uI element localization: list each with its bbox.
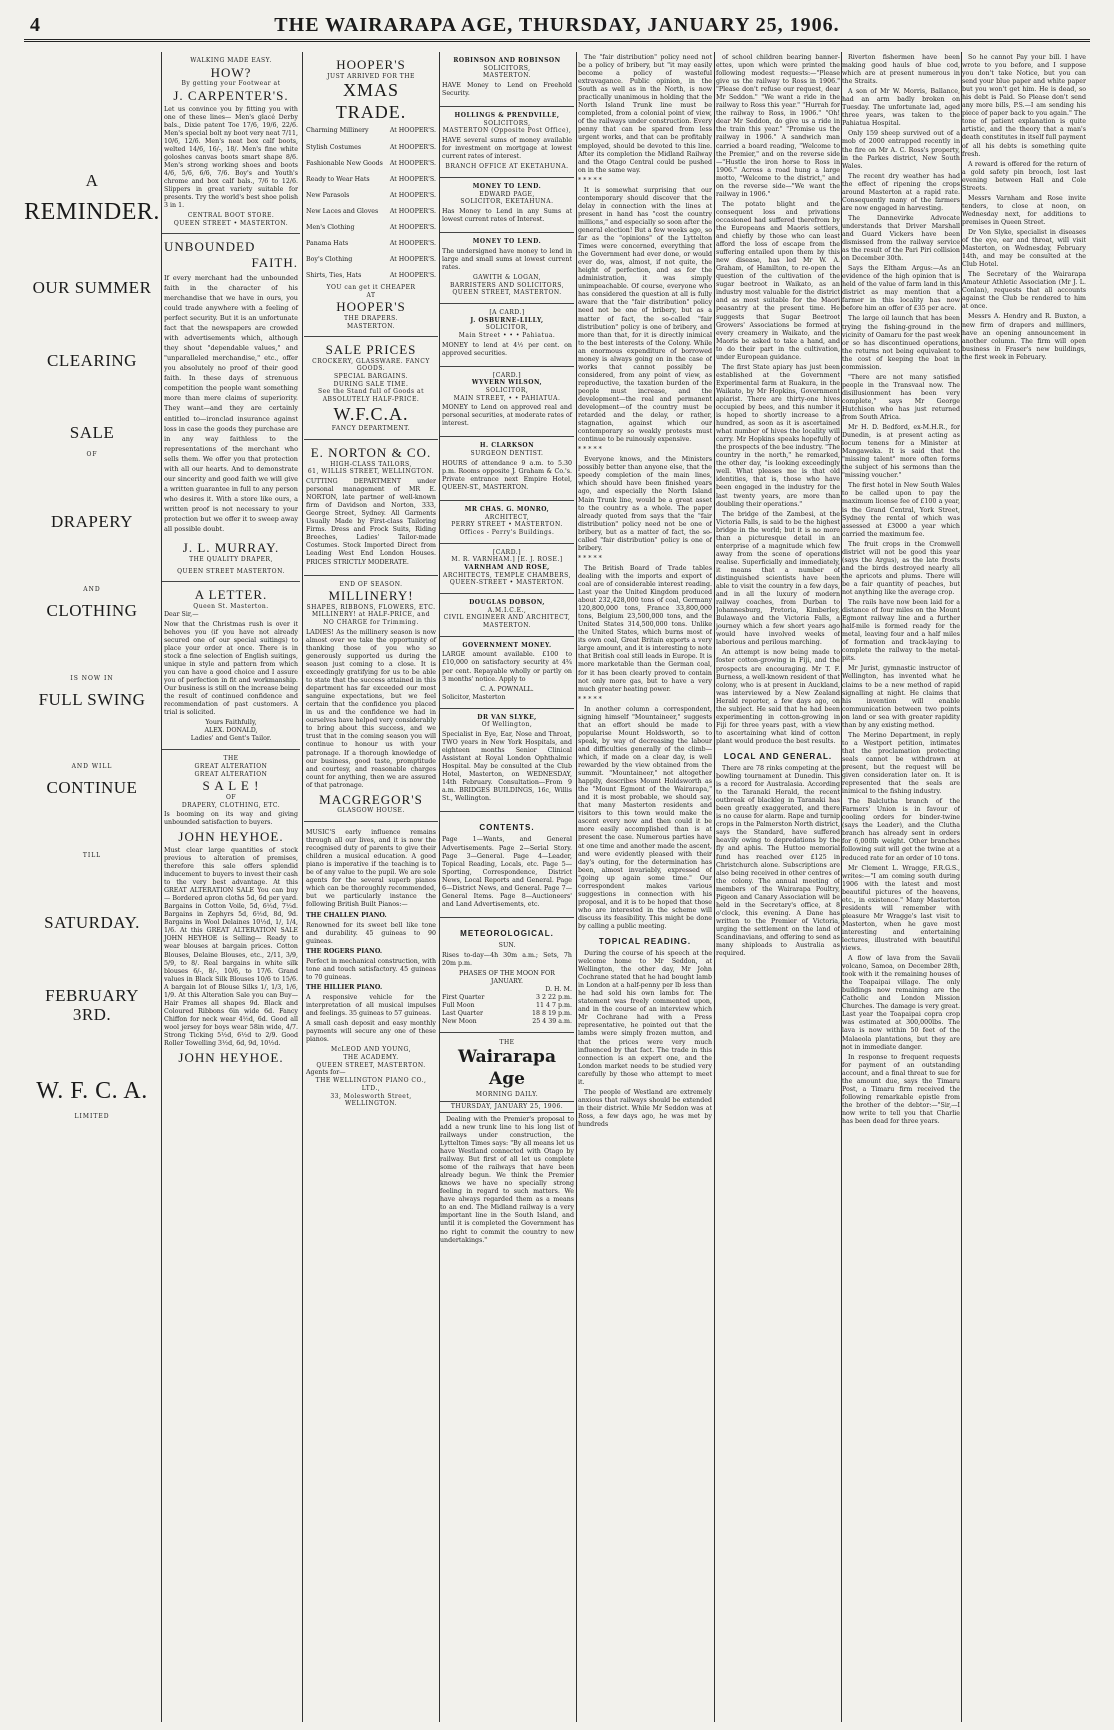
heyhoe-name: JOHN HEYHOE.	[178, 829, 284, 845]
pownall-name: C. A. POWNALL.	[480, 685, 534, 693]
osburne-sub: SOLICITOR,	[485, 324, 529, 332]
norton-body: CUTTING DEPARTMENT under personal management of MR E. NORTON, late partner of well-known firm of Davidson and Norton, 333, George Street, Sydney. All Garments Usually Made by First-class Tailoring Firms. Dress and Frock Suits, Riding Breeches, Ladies' Tailor-made Costumes. Stock Imported Direct from Leading West End London Houses. PRICES STRICTLY MODERATE.	[306, 478, 436, 566]
heyhoe-body: Must clear large quantities of stock previous to alteration of premises, therefore this sale offers splendid inducement to buyers to invest their cash to the very best advantage. At this GREAT ALTERATION SALE You can buy— Bordered apron cloths 5d, 6d per yard. Bargains in Cotton Voile, 5d, 6½d, 7½d. Bargains in Zephyrs 5d, 6½d, 8d, 9d. Bargains in Wool Delaines 10½d, 1/, 1/4, 1/6. At this GREAT ALTERATION SALE JOHN HEYHOE is Selling— Ready to wear blouses at bargain prices. Cotton Blouses, Delaine Blouses, etc., 2/11, 3/9, 5/9, to 8/. Real bargains in white silk blouses 6/-, 8/-, 10/6, to 17/6. Grand values in Black Silk Blouses 10/6 to 15/6. A bargain lot of Blouse Silks 1/, 1/3, 1/6, 1/9. At this Alteration Sale you can Buy— Hair Frames all shapes 9d. Black and Coloured Ribbons 6in wide 6d. Fancy Chiffon for neck wear 4½d, 6d. Good all wool jersey for boys wear 58in wide, 4/7. Strong Ticking 5½d, 6½d to 2/9. Good Roller Towelling 3½d, 6d, 9d, 10½d.	[164, 846, 298, 1048]
heyhoe-footer: JOHN HEYHOE.	[178, 1050, 284, 1066]
hoopers-item	[306, 252, 436, 268]
morning-daily: MORNING DAILY.	[475, 1090, 539, 1098]
hoopers-item	[306, 140, 436, 156]
local-general-title: LOCAL AND GENERAL.	[723, 751, 833, 761]
hoopers-item-label: Stylish Costumes	[306, 143, 362, 151]
varnham-header: M. R. VARNHAM.] [E. J. ROSE.]	[451, 556, 563, 564]
moon-phase-time: 3 2 22 p.m.	[535, 994, 572, 1002]
faith-body: If every merchant had the unbounded faith in the character of his merchandise that we have in ours, you could trade anywhere with a feeling of perfect security. But it is an unfortunate fact that the newspapers are crowded with advertisements which, although they shout "dependable values," and "unparalleled merchandise," etc., offer you absolutely no proof of their good faith. In these days of strenuous competition the people want something more than mere claims of superiority. They want—and they are certainly entitled to—ironclad insurance against loss in case the goods they purchase are in any way faithless to the representations of the merchant who sells them. We offer you that protection with all our hearts. And to demonstrate our sincerity and good faith we will give a written guarantee in full to any person who desires it. With a store like ours, a written proof is not necessary to your protection but we offer it to sweep away all possible doubt.	[164, 273, 298, 534]
ad-word-wfca: W. F. C. A.	[36, 1078, 148, 1105]
heyhoe-sale: S A L E !	[202, 778, 260, 794]
hoopers-drapers: THE DRAPERS.	[344, 314, 398, 322]
challen-desc: Renowned for its sweet bell like tone and durability. 45 guineas to 90 guineas.	[306, 921, 436, 945]
varnham-card	[440, 544, 574, 594]
clarkson-name: H. CLARKSON	[479, 442, 535, 450]
pownall-sub: Solicitor, Masterton	[442, 693, 506, 701]
bargains-line: SPECIAL BARGAINS.	[333, 373, 409, 381]
col5-paragraph: Everyone knows, and the Ministers possibly better than anyone else, that the speedy completion of the main lines, which should have been finished years ago, and especially the North Island Main Trunk line, would be a great asset to the country as a whole. The paper already quoted from says that the "fair distribution" policy need not be one of bribery, but as a matter of fact, the so-called "fair distribution" policy is one of bribery.	[578, 456, 712, 552]
murray-subtitle: THE QUALITY DRAPER,	[189, 555, 273, 563]
col8-paragraph: Dr Von Slyke, specialist in diseases of the eye, ear and throat, will visit Masterton, on Wednesday, February 14th, and may be consulted at the Club Hotel.	[962, 228, 1086, 269]
at-line: AT	[366, 291, 376, 299]
col6-paragraph: There are 78 rinks competing at the bowling tournament at Dunedin. This is a record for Australasia. According to the Taranaki Herald, the recent outbreak of blackleg in Taranaki has been greatly exaggerated, and there is no cause for alarm. Rape and turnip crops in the Palmerston North district, says the Standard, have suffered heavily owing to depredations by the fly and aphis. The Huttoo memorial fund has reached over £125 in Christchurch alone. Subscriptions are also being received in other centres of the colony. The annual meeting of members of the Wairarapa Poultry, Pigeon and Canary Association will be held in the Secretary's office, at 8 o'clock, this evening. A Dane has written to the Premier of Victoria, urging the settlement on the land of Scandinavians, and offering to send as many shiploads to Australia as required.	[716, 764, 840, 958]
moon-table-header	[442, 986, 572, 994]
how-headline: HOW?	[210, 64, 252, 80]
carpenter-advert	[162, 52, 300, 234]
hollings-place: MASTERTON (Opposite Post Office),	[442, 127, 572, 135]
ad-word-summer: OUR SUMMER	[32, 278, 152, 298]
moon-phase-row	[442, 1018, 572, 1026]
contents-title: CONTENTS.	[479, 823, 535, 833]
letter-name: ALEX. DONALD,	[204, 727, 258, 735]
osburne-body: MONEY to lend at 4½ per cent. on approved securities.	[442, 341, 572, 357]
met-title: METEOROLOGICAL.	[460, 928, 554, 938]
xmas-trade-headline: XMAS TRADE.	[335, 80, 407, 122]
section-divider: * * * * *	[578, 176, 602, 184]
govt-body: LARGE amount available. £100 to £10,000 on satisfactory security at 4¾ per cent. Repayable wholly or partly on 3 months' notice. Apply to	[442, 651, 572, 683]
sale-prices-headline: SALE PRICES	[325, 342, 417, 358]
robinson-sub: SOLICITORS,	[483, 64, 531, 72]
moon-phase-time: 25 4 39 a.m.	[532, 1018, 572, 1026]
column-7	[842, 52, 960, 1722]
ad-word-february: FEBRUARY 3RD.	[45, 985, 139, 1024]
hoopers-arrived: JUST ARRIVED FOR THE	[327, 72, 415, 80]
ad-word-clearing: CLEARING	[47, 350, 137, 370]
page-name: EDWARD PAGE,	[479, 190, 535, 198]
varnham-name: VARNHAM AND ROSE,	[464, 564, 550, 572]
hoopers-item	[306, 123, 436, 139]
vanslyke-sub: Of Wellington,	[481, 721, 533, 729]
masthead	[24, 14, 1090, 42]
hoopers-item	[306, 268, 436, 284]
rogers-desc: Perfect in mechanical construction, with tone and touch satisfactory. 45 guineas to 70 guineas.	[306, 957, 436, 981]
osburne-name: J. OSBURNE-LILLY,	[470, 316, 544, 324]
hillier-title: THE HILLIER PIANO.	[306, 983, 383, 991]
hoopers-item-place: At HOOPER'S.	[389, 239, 436, 247]
ad-word-is-now-in: IS NOW IN	[70, 674, 114, 682]
hoopers-item-place: At HOOPER'S.	[389, 271, 436, 279]
varnham-sub: ARCHITECTS, TEMPLE CHAMBERS,	[443, 571, 571, 579]
norton-name: E. NORTON & CO.	[310, 445, 432, 461]
wilson-name: WYVERN WILSON,	[471, 379, 543, 387]
hoopers-item-label: Ready to Wear Hats	[306, 175, 370, 183]
masthead-the: THE	[499, 1039, 515, 1047]
hoopers-item-place: At HOOPER'S.	[389, 175, 436, 183]
murray-name: J. L. MURRAY.	[182, 540, 280, 556]
wilson-body: MONEY to Lend on approved real and personal securities, at moderate rates of interest.	[442, 404, 572, 428]
col7-paragraph: A son of Mr W. Morris, Ballance, had an arm badly broken on Tuesday. The unfortunate lad, aged three years, was taken to the Pahiatua Hospital.	[842, 88, 960, 128]
hoopers-item-place: At HOOPER'S.	[389, 159, 436, 167]
page-body: Has Money to Lend in any Sums at lowest current rates of Interest.	[442, 207, 572, 223]
moon-phase-time: 11 4 7 p.m.	[535, 1002, 572, 1010]
millinery-body: LADIES! As the millinery season is now almost over we take the opportunity of thanking those of you who so generously supported us during the season just coming to a close. It is exceedingly gratifying for us to be able to state that the success attained in this department has far exceeded our most sanguine expectations, but we feel certain that the confidence you placed in us and the confidence we had in ourselves have helped very considerably to bring about this success, and we trust that in the coming season you will continue to honour us with your patronage. If a thorough knowledge of our business, good taste, promptitude and courtesy, and reasonable charges count for anything, then we are assured of that patronage.	[306, 628, 436, 789]
robinson-name: ROBINSON AND ROBINSON	[453, 57, 561, 64]
moon-phase-name: Full Moon	[442, 1002, 475, 1010]
norton-address: 61, WILLIS STREET, WELLINGTON.	[307, 468, 435, 476]
section-divider: * * * * *	[578, 554, 602, 562]
col5-paragraph: The people of Westland are extremely anxious that railways should be extended in their district. While Mr Seddon was at Ross, a few days ago, he was met by hundreds	[578, 1088, 712, 1128]
hoopers-item-place: At HOOPER'S.	[389, 223, 436, 231]
ad-word-full-swing: FULL SWING	[38, 689, 146, 709]
hollings-name: HOLLINGS & PRENDVILLE,	[454, 112, 560, 120]
hoopers-item-place: At HOOPER'S.	[389, 143, 436, 151]
col5-paragraph: The "fair distribution" policy need not be a policy of bribery, but "it may easily become a policy of wasteful extravagance. Public opinion, in the South as well as in the North, is now practically unanimous in holding that the North Island Trunk line must be completed, from a colonial point of view, of the railways under construction. Every penny that can be spared from less urgent works, and that can be profitably employed, should be devoted to this line. After its completion the Midland Railway and the Otago Central could be pushed on in the same way.	[578, 54, 712, 174]
wilson-card	[440, 367, 574, 438]
col7-paragraph: The Merino Department, in reply to a Westport petition, intimates that the proclamation protecting seals cannot be withdrawn at present, but the request will be given consideration later on. It is represented that the seals are inimical to the fishing industry.	[842, 731, 960, 796]
wilson-sub: SOLICITOR,	[485, 387, 529, 394]
col7-paragraph: The first hotel in New South Wales to be called upon to pay the maximum license fee of £100 a year, is the Grand Central, York Street, Sydney the rental of which was assessed at £3000 a year which carried the maximum fee.	[842, 482, 960, 538]
hoopers-footer: HOOPER'S	[336, 299, 406, 315]
wilson-address: MAIN STREET, • • PAHIATUA.	[453, 394, 561, 402]
col6-paragraph: The first State apiary has just been established at the Government Experimental farm at Ruakura, in the Waikato, by Mr Hopkins, Government apiarist. There are thirty-one hives occupied by bees, and this number it is hoped to shortly increase to a hundred, as soon as it is ascertained what number of hives the locality will carry. Mr Hopkins speaks hopefully of the prospects of the bee industry. "The country in the north," he remarked, the other day, "is looking exceedingly well. What pleases me is that old identities, that is, those who have been engaged in the industry for the last twenty years, are more than doubling their operations."	[716, 363, 840, 508]
norton-advert	[304, 440, 438, 575]
monro-name: MR CHAS. G. MONRO,	[464, 506, 550, 514]
col7-paragraph: Riverton fishermen have been making good hauls of blue cod, which are at present numerous in the Straits.	[842, 54, 960, 86]
meteorological-section	[440, 918, 574, 1033]
millinery-half-price: MILLINERY! at HALF-PRICE, and NO CHARGE for Trimming.	[312, 611, 430, 627]
page-sub: SOLICITOR, EKETAHUNA.	[460, 198, 554, 206]
letter-address: Queen St. Masterton.	[193, 602, 269, 610]
hoopers-item	[306, 204, 436, 220]
academy-line: THE ACADEMY.	[343, 1053, 399, 1061]
ad-word-of: OF	[86, 451, 98, 459]
hoopers-item-place: At HOOPER'S.	[389, 207, 436, 215]
column-5	[578, 52, 712, 1722]
col7-paragraph: The large oil launch that has been trying the fishing-ground in the vicinity of Oamaru for the past week or so has discontinued operations, the returns not being equivalent to the cost of keeping the boat in commission.	[842, 315, 960, 371]
heyhoe-great-2: GREAT ALTERATION	[194, 770, 268, 778]
agents-line: Agents for—	[306, 1069, 346, 1077]
column-8	[962, 52, 1086, 1722]
osburne-address: Main Street • • • Pahiatua.	[458, 331, 556, 339]
hollings-branch: BRANCH OFFICE AT EKETAHUNA.	[445, 163, 569, 171]
cheaper-line: YOU can get it CHEAPER	[326, 283, 416, 291]
letter-headline: A LETTER.	[194, 587, 268, 603]
robinson-card	[440, 52, 574, 107]
column-wfca-advert	[24, 52, 160, 1722]
letter-body: Now that the Christmas rush is over it behoves you (if you have not already secured one of our special suitings) to place your order at once. There is in stock a fine selection of English suitings, unique in style and pattern from which you can have a good choice and I assure you of perfection in fit and workmanship. Our business is still on the increase being the result of continued confidence and recommendation of past customers. A trial is solicited.	[164, 620, 298, 717]
page-card	[440, 178, 574, 233]
contents-section	[440, 812, 574, 917]
hollings-card	[440, 107, 574, 178]
hoopers-item-place: At HOOPER'S.	[389, 191, 436, 199]
walking-headline: WALKING MADE EASY.	[190, 57, 272, 64]
gawith-body: The undersigned have money to lend in large and small sums at lowest current rates.	[442, 247, 572, 271]
col6-paragraph: of school children bearing banner-ettes, upon which were printed the following modest requests:—"Please give us the railway to Ross in 1906." "Please don't refuse our request, dear Mr Seddon." "We want a ride in the railway to Ross this year." "Hurrah for the railway to Ross, in 1906." "Oh! dear Mr Seddon, do give us a ride in the train this year." "Promise us the railway in 1906." A sandwich man carried a board reading, "Welcome to the Premier," and on the reverse side—"Hustle the iron horse to Ross in 1906." Across a road hung a large motto, "Welcome to the district," and on the reverse side—"We want the railway in 1906."	[716, 54, 840, 198]
gawith-address: QUEEN STREET, MASTERTON.	[452, 289, 562, 297]
ad-word-saturday: SATURDAY.	[44, 913, 140, 933]
col7-paragraph: Mr Clement L. Wragge, F.R.G.S., writes:—"I am coming south during 1906 with the latest and most beautiful pictures of the heavens, etc., in existence." Many Masterton residents will remember with pleasure Mr Wragge's last visit to Masterton, when he gave most interesting and entertaining lectures, illustrated with beautiful views.	[842, 864, 960, 953]
moon-phase-row	[442, 994, 572, 1002]
column-3	[304, 52, 438, 1722]
hoopers-item-place: At HOOPER'S.	[389, 127, 436, 135]
hoopers-item-label: Shirts, Ties, Hats	[306, 271, 362, 279]
ad-word-and-will: AND WILL	[71, 763, 113, 771]
vanslyke-card	[440, 709, 574, 813]
clarkson-card	[440, 437, 574, 501]
page-number: 4	[30, 14, 40, 36]
millinery-items: SHAPES, RIBBONS, FLOWERS, ETC.	[306, 603, 436, 611]
hoopers-item-label: Boy's Clothing	[306, 255, 353, 263]
col7-paragraph: The rails have now been laid for a distance of four miles on the Mount Egmont railway line and a further half-mile is formed ready for the metal, leaving four and a half miles of formation and track-laying to complete the railway to the metal-pits.	[842, 599, 960, 663]
murray-address: QUEEN STREET MASTERTON.	[177, 567, 285, 575]
col7-paragraph: "There are not many satisfied people in the Transvaal now. The disillusionment has been very complete," says Mr George Hutchison who has just returned from South Africa.	[842, 373, 960, 422]
carpenter-body: Let us convince you by fitting you with one of these lines— Men's glacé Derby bals., Dixie patent Toe 17/6, 19/6, 22/6. Men's special bolt ny boot very neat 7/11, 10/6, 12/6. Men's neat box calf boots, welted 14/6, 16/-, 18/. Men's fine white goloshes canvas boots smart shape 8/6. Men's strong working shoes and boots 4/6, 5/6, 6/6, 7/6. Boy's and Youth's chrome and box calf bals., 7/6 to 12/6. Slippers in great variety suitable for presents. Try the world's best shoe polish 3 in 1.	[164, 105, 298, 210]
carpenter-store: CENTRAL BOOT STORE.	[187, 212, 275, 220]
carpenter-address: QUEEN STREET • MASTERTON.	[173, 219, 289, 227]
millinery-headline: MILLINERY!	[328, 588, 414, 604]
unbounded-headline: UNBOUNDED	[164, 239, 256, 255]
column-rule	[714, 52, 715, 1722]
card-label-2: [CARD.]	[492, 371, 522, 379]
mcleod-name: McLEOD AND YOUNG,	[331, 1046, 411, 1054]
fancy-dept-line: FANCY DEPARTMENT.	[331, 425, 411, 433]
col8-paragraph: So he cannot Pay your bill. I have wrote to you before, and I suppose you don't take Notice, but you can send your blue paper and white paper but you won't get him. He is dead, so his debt is Paid. So Please don't send any more bills, P.S.—I am sending his piece of paper back to you again." The tone of patient explanation is quite artistic, and the theory that a man's death constitutes in itself full payment of all his debts is something quite fresh.	[962, 54, 1086, 158]
music-body: MUSIC'S early influence remains through all our lives, and it is now the recognised duty of parents to give their children a musical education. A good piano is imperative if the teaching is to be of any value to the pupil. We are sole agents for the several superb pianos which can be thoroughly recommended, but we particularly instance the following British Built Pianos:—	[306, 829, 436, 909]
getting-line: By getting your Footwear at	[181, 80, 281, 88]
col7-paragraph: In response to frequent requests for payment of an outstanding account, and a final threat to sue for the amount due, says the Timaru Post, a Timaru firm received the following remarkable epistle from the brother of the debtor:—"Sir,—I now write to tell you that Charlie has been dead for three years.	[842, 1053, 960, 1125]
letter-greeting: Dear Sir,—	[164, 610, 199, 618]
col7-paragraph: Mr H. D. Bedford, ex-M.H.R., for Dunedin, is at present acting as locum tenens for a Minister at Mangaweka. It is said that the "missing talent" more often forms the subject of his sermons than the "missing voucher."	[842, 424, 960, 480]
column-6	[716, 52, 840, 1722]
col8-paragraph: The Secretary of the Wairarapa Amateur Athletic Association (Mr J. L. Conlan), requests that all accounts against the Club be rendered to him at once.	[962, 271, 1086, 311]
half-price-line: ABSOLUTELY HALF-PRICE.	[322, 396, 420, 404]
dobson-sub-2: CIVIL ENGINEER AND ARCHITECT,	[443, 614, 571, 622]
money-headline-2: MONEY TO LEND.	[472, 238, 542, 246]
hoopers-item-label: Fashionable New Goods	[306, 159, 383, 167]
monro-offices: Offices - Perry's Buildings.	[459, 529, 555, 537]
monro-card	[440, 501, 574, 544]
col5-paragraph: It is somewhat surprising that our contemporary should discover that the delay in connection with the lines at present in hand has "cost the country millions," and especially so soon after the general election! But a few weeks ago, so far as the "opinions" of the Lyttelton Times were concerned, everything that the Government had ever done, or would ever do, was, almost, if not quite, the height of perfection, and as for the administration, it was simply unimpeachable. Of course, everyone who has considered the question at all is fully aware that the "fair distribution" policy need not be one of bribery, but as a matter of fact, the so-called "fair distribution" policy is one of bribery, and more than that, for it is directly inimical to the best interests of the Colony. While an enormous expenditure of borrowed money is always going on in the case of works that cannot possibly be considered, from any point of view, as reproductive, the taxation burden of the people must increase, and the development—the real and permanent development—of the country must be retarded and the delay, or rather, stagnation, against which our contemporary so weakly protests must continue to be ruinously expensive.	[578, 186, 712, 444]
piano-advert	[304, 822, 438, 1114]
col7-paragraph: The recent dry weather has had the effect of ripening the crops around Masterton at a rapid rate. Consequently many of the farmers are now engaged in harvesting.	[842, 172, 960, 212]
ad-word-reminder: REMINDER.	[24, 198, 160, 225]
crockery-line: CROCKERY, GLASSWARE. FANCY GOODS.	[312, 357, 430, 373]
moon-phase-row	[442, 1010, 572, 1018]
moon-phase-name: New Moon	[442, 1018, 477, 1026]
hoopers-item-label: Men's Clothing	[306, 223, 355, 231]
robinson-place: MASTERTON.	[482, 72, 532, 80]
col5-paragraph: In another column a correspondent, signing himself "Mountaineer," suggests that an effort should be made to popularise Mount Holdsworth, so to speak, by way of decreasing the labour and difficulties generally of the climb—which, if made on a clear day, is well rewarded by the view obtained from the summit. "Mountaineer," not altogether happily, describes Mount Holdsworth as the "Mount Egmont of the Wairarapa," and it is most probable, we should say, that many Masterton residents and visitors to this town would make the ascent every now and then could it be more easily accomplished than is at present the case. Numerous parties have at one time and another made the ascent, and were evidently pleased with their day's outing, for the determination has been, almost invariably, expressed of "going up again some time." Our correspondent makes various suggestions in connection with his proposal, and it is to be hoped that those who are interested in the scheme will discuss its feasibility. This might be done by calling a public meeting.	[578, 705, 712, 930]
wfca-fancy-advert	[304, 337, 438, 440]
heyhoe-of: OF	[225, 793, 237, 801]
see-line: See the Stand full of Goods at	[318, 388, 424, 396]
hoopers-item-place: At HOOPER'S.	[389, 255, 436, 263]
rogers-title: THE ROGERS PIANO.	[306, 947, 383, 955]
contents-body: Page 1—Wants, and General Advertisements. Page 2—Serial Story. Page 3—General. Page 4—Leader, Topical Reading, Locals, etc. Page 5—Sporting, Correspondence, District News, Local Reports and General. Page 6—District News, and General. Page 7—General Items. Page 8—Auctioneers' and Land Advertisements, etc.	[442, 836, 572, 908]
column-4	[440, 52, 574, 1722]
letter-signoff: Yours Faithfully,	[205, 719, 257, 727]
col8-paragraph: A reward is offered for the return of a gold safety pin brooch, lost last evening between Hall and Cole Streets.	[962, 160, 1086, 192]
norton-subtitle: HIGH-CLASS TAILORS,	[330, 460, 412, 468]
heyhoe-the: THE	[223, 755, 239, 763]
cash-line: A small cash deposit and easy monthly payments will secure any one of these pianos.	[306, 1020, 436, 1044]
col7-paragraph: The Balclutha branch of the Farmers' Union is in favour of cooling orders for binder-twine (says the Leader), and the Clutha branch has already sent in orders for 6,000lb weight. Other branches following suit will get the twine at a reduced rate for an order of 10 tons.	[842, 798, 960, 862]
heyhoe-great-1: GREAT ALTERATION	[194, 762, 268, 770]
col7-paragraph: Says the Eltham Argus:—As an evidence of the high opinion that is held of the value of farm land in this district as may mention that a farmer in this locality has now before him an offer of £35 per acre.	[842, 265, 960, 313]
hoopers-item-label: New Laces and Gloves	[306, 207, 379, 215]
gawith-sub: BARRISTERS AND SOLICITORS,	[449, 281, 565, 289]
heyhoe-drapery: DRAPERY, CLOTHING, ETC.	[181, 801, 281, 809]
hoopers-item	[306, 156, 436, 172]
col6-paragraph: The bridge of the Zambesi, at the Victoria Falls, is said to be the highest bridge in the world; but it is no more than a picturesque detail in an enterprise of a magnitude which few away from the scene of operations realise. Superficially and immediately, it means that a number of distinguished scientists have been able to visit the country in a few days, and in all the luxury of modern railway coaches, from Durban to Johannesburg, Pretoria, Kimberley, Bulawayo and the Victoria Falls, a journey which a few short years ago would have involved weeks of laborious and perilous marching.	[716, 510, 840, 647]
hollings-sub: SOLICITORS,	[483, 119, 531, 127]
section-divider: * * * * *	[578, 695, 602, 703]
clarkson-sub: SURGEON DENTIST.	[470, 450, 544, 458]
glasgow-house: GLASGOW HOUSE.	[337, 807, 405, 815]
column-2	[162, 52, 300, 1722]
hoopers-item-label: Charming Millinery	[306, 127, 369, 135]
moon-phase-time: 18 8 19 p.m.	[531, 1010, 572, 1018]
column-rule	[302, 52, 303, 1722]
osburne-card	[440, 304, 574, 367]
moon-phase-name: First Quarter	[442, 994, 485, 1002]
ad-word-sale: SALE	[69, 423, 115, 443]
dobson-card	[440, 594, 574, 637]
hoopers-town: MASTERTON.	[346, 322, 396, 330]
millinery-advert	[304, 576, 438, 822]
section-divider: * * * * *	[578, 446, 602, 454]
clarkson-body: HOURS of attendance 9 a.m. to 5.30 p.m. Rooms opposite J. Graham & Co.'s. Private entrance next Empire Hotel, QUEEN-ST., MASTERTON.	[442, 459, 572, 491]
dobson-name: DOUGLAS DOBSON,	[469, 599, 545, 607]
col7-paragraph: A flow of lava from the Savaii volcano, Samoa, on December 28th, took with it the remaining houses of the Toapaipai village. The only buildings now remaining are the Catholic and London Mission Churches. The damage is very great. Last year the Toapaipai copra crop was estimated at 300,000lbs. The lava is now within 50 feet of the Malaeola plantations, but they are not in immediate danger.	[842, 955, 960, 1051]
heyhoe-intro: Is booming on its way and giving unbounded satisfaction to buyers.	[164, 811, 298, 827]
sun-body: Rises to-day—4h 30m a.m.; Sets, 7h 20m p.m.	[442, 951, 572, 967]
challen-title: THE CHALLEN PIANO.	[306, 911, 387, 919]
hoopers-item	[306, 220, 436, 236]
ad-word-continue: CONTINUE	[46, 778, 138, 798]
ad-word-a: A	[85, 171, 99, 190]
vanslyke-name: DR VAN SLYKE,	[477, 713, 537, 721]
column-rule	[576, 52, 577, 1722]
government-money-card	[440, 637, 574, 709]
letter-title: Ladies' and Gent's Tailor.	[190, 735, 272, 743]
hoopers-item	[306, 172, 436, 188]
col8-paragraph: Messrs A. Hendry and R. Buxton, a new firm of drapers and milliners, have an opening announcement in another column. The firm will open business in Fraser's new buildings, the first week in February.	[962, 313, 1086, 361]
monro-sub: ARCHITECT,	[484, 513, 530, 521]
col7-paragraph: The fruit crops in the Cromwell district will not be good this year (says the Argus), as the late frosts and the birds destroyed nearly all the apricots and plums. There will be a fair quantity of peaches, but not anything like the average crop.	[842, 540, 960, 596]
ad-word-till: TILL	[82, 852, 102, 860]
wairarapa-age-nameplate: Wairarapa Age	[458, 1047, 556, 1089]
hoopers-item-label: Panama Hats	[306, 239, 349, 247]
hoopers-advert	[304, 52, 438, 337]
leader-text: Dealing with the Premier's proposal to add a new trunk line to his long list of railways under construction, the Lyttelton Times says: "By all means let us have Westland connected with Otago by railway. But first of all let us complete some of the railways that have been already begun. We think the Premier knows we have no specially strong feeling in regard to such matters. We have always regarded them as a means to an end. The Midland railway is a very important line in the South Island, and until it is completed the Government has no right to commit the country to new undertakings."	[440, 1115, 574, 1244]
hoopers-item	[306, 236, 436, 252]
phases-title: PHASES OF THE MOON FOR JANUARY.	[459, 970, 555, 986]
hoopers-headline: HOOPER'S	[336, 57, 406, 72]
col5-paragraph: During the course of his speech at the welcome home to Mr Seddon, at Wellington, the other day, Mr John Cochrane stated that he had bought lamb in London at a half-penny per lb less than he had sold his own lambs for. The statement was freely commented upon, and in the course of an interview which Mr Cochrane had with a Press representative, he pointed out that the lambs were simply frozen mutton, and that the prices were very much influenced by that fact. The trade in this connection is an expert one, and the London market needs to be studied very carefully by those who attempt to meet it.	[578, 950, 712, 1086]
ad-word-limited: LIMITED	[74, 1112, 110, 1120]
wfca-name: W.F.C.A.	[333, 403, 409, 424]
faith-headline: FAITH.	[251, 255, 298, 271]
hoopers-item-list	[306, 123, 436, 283]
gawith-card	[440, 233, 574, 304]
money-headline-1: MONEY TO LEND.	[472, 182, 542, 190]
card-label-1: [A CARD.]	[489, 308, 525, 316]
ad-word-clothing: CLOTHING	[46, 600, 138, 620]
wpc-address: 33, Molesworth Street, WELLINGTON.	[330, 1092, 412, 1108]
card-label-3: [CARD.]	[492, 548, 522, 556]
wpc-name: THE WELLINGTON PIANO CO., LTD.,	[315, 1077, 427, 1092]
col6-paragraph: The potato blight and the consequent loss and privations occasioned had suffered therefrom by the Europeans and Maoris settlers, and chiefly by those who can least afford the loss of escape from the suffering entailed upon them by this new disease, has led Mr W. A. Graham, of Hamilton, to re-open the question of the cultivation of the sugar beetroot in Waikato, as an industry most valuable for the district and as most suitable for the Maori peasantry at the present time. He suggests that Sugar Beetroot Growers' Associations be formed at every creamery in Waikato, and the Maoris be asked to take a hand, and to do their part in the cultivation, under European guidance.	[716, 200, 840, 361]
leader-date: THURSDAY, JANUARY 25, 1906.	[440, 1101, 574, 1113]
end-season-line: END OF SEASON.	[339, 580, 403, 588]
newspaper-title: THE WAIRARAPA AGE, THURSDAY, JANUARY 25, 1906.	[274, 14, 840, 36]
col8-paragraph: Messrs Varnham and Rose invite tenders, to close at noon, on Wednesday next, for additions to premises in Queen Street.	[962, 194, 1086, 226]
hoopers-item-label: New Parasols	[306, 191, 350, 199]
col7-paragraph: Mr Jurist, gymnastic instructor of Wellington, has invented what he claims to be a new method of rapid signalling at night. He claims that his invention will enable communication between two points on land or sea with greater rapidity than by any existing method.	[842, 665, 960, 729]
col5-paragraph: The British Board of Trade tables dealing with the imports and export of coal are of considerable interest reading. Last year the United Kingdom produced about 232,428,000 tons of coal, Germany 120,800,000 tons, France 33,800,000 tons, Belgium 23,500,000 tons, and the United States 314,500,000 tons. Unlike the United States, which burns most of its own coal, Great Britain exports a very large amount, and it is interesting to note that British coal still leads in Europe. It is more marketable than the German coal, for it has been clearly proved to contain not only more gas, but to have a very much greater heating power.	[578, 564, 712, 693]
moon-table	[442, 994, 572, 1026]
during-line: DURING SALE TIME.	[333, 380, 409, 388]
col7-paragraph: Only 159 sheep survived out of a mob of 2000 entrapped recently in the fire on Mr A. C. Ross's property, in the Parkes district, New South Wales.	[842, 130, 960, 170]
ad-word-and: AND	[83, 585, 101, 593]
topical-reading-title: TOPICAL READING.	[598, 937, 692, 947]
hoopers-item	[306, 188, 436, 204]
col6-paragraph: An attempt is now being made to foster cotton-growing in Fiji, and the prospects are encouraging. Mr T. F. Burness, a well-known resident of that colony, who is at present in Auckland, was interviewed by a New Zealand Herald reporter, a few days ago, on the subject. He said that he had been experimenting in cotton-growing in Fiji for three years past, with a view to ascertaining what kind of cotton plant would produce the best results.	[716, 649, 840, 745]
murray-advert	[162, 234, 300, 582]
donald-letter-advert	[162, 582, 300, 750]
varnham-address: QUEEN-STREET • MASTERTON.	[449, 579, 565, 587]
monro-address: PERRY STREET • MASTERTON.	[451, 521, 563, 529]
dobson-sub: A.M.I.C.E.,	[487, 606, 527, 614]
col7-paragraph: The Dannevirke Advocate understands that Driver Marshall and Guard Vickers have been dismissed from the railway service as the result of the Pari Piri collision on December 30th.	[842, 214, 960, 263]
heyhoe-advert	[162, 750, 300, 1071]
ad-word-drapery: DRAPERY	[51, 512, 133, 532]
leader-section	[440, 1033, 574, 1244]
macgregor-name: MACGREGOR'S	[319, 791, 423, 807]
mcleod-address: QUEEN STREET, MASTERTON.	[316, 1061, 426, 1069]
govt-headline: GOVERNMENT MONEY.	[462, 641, 552, 649]
moon-phase-row	[442, 1002, 572, 1010]
hollings-body: HAVE several sums of money available for investment on mortgage at lowest current rates of interest.	[442, 137, 572, 161]
hillier-desc: A responsive vehicle for the interpretation of all musical impulses and feelings. 35 guineas to 57 guineas.	[306, 993, 436, 1018]
sun-title: SUN.	[498, 941, 516, 949]
robinson-body: HAVE Money to Lend on Freehold Security.	[442, 82, 572, 98]
moon-phase-name: Last Quarter	[442, 1010, 483, 1018]
vanslyke-body: Specialist in Eye, Ear, Nose and Throat, TWO years in New York Hospitals, and eighteen months Senior Clinical Assistant at Royal London Ophthalmic Hospital. May be consulted at the Club Hotel, Masterton, on WEDNESDAY, 14th February. Consultation—From 9 a.m. BRIDGES BUILDINGS, 16c, Willis St., Wellington.	[442, 731, 572, 803]
carpenter-name: J. CARPENTER'S.	[173, 87, 289, 103]
dhm-header: D. H. M.	[545, 986, 572, 994]
gawith-name: GAWITH & LOGAN,	[472, 273, 542, 281]
dobson-place: MASTERTON.	[482, 622, 532, 630]
